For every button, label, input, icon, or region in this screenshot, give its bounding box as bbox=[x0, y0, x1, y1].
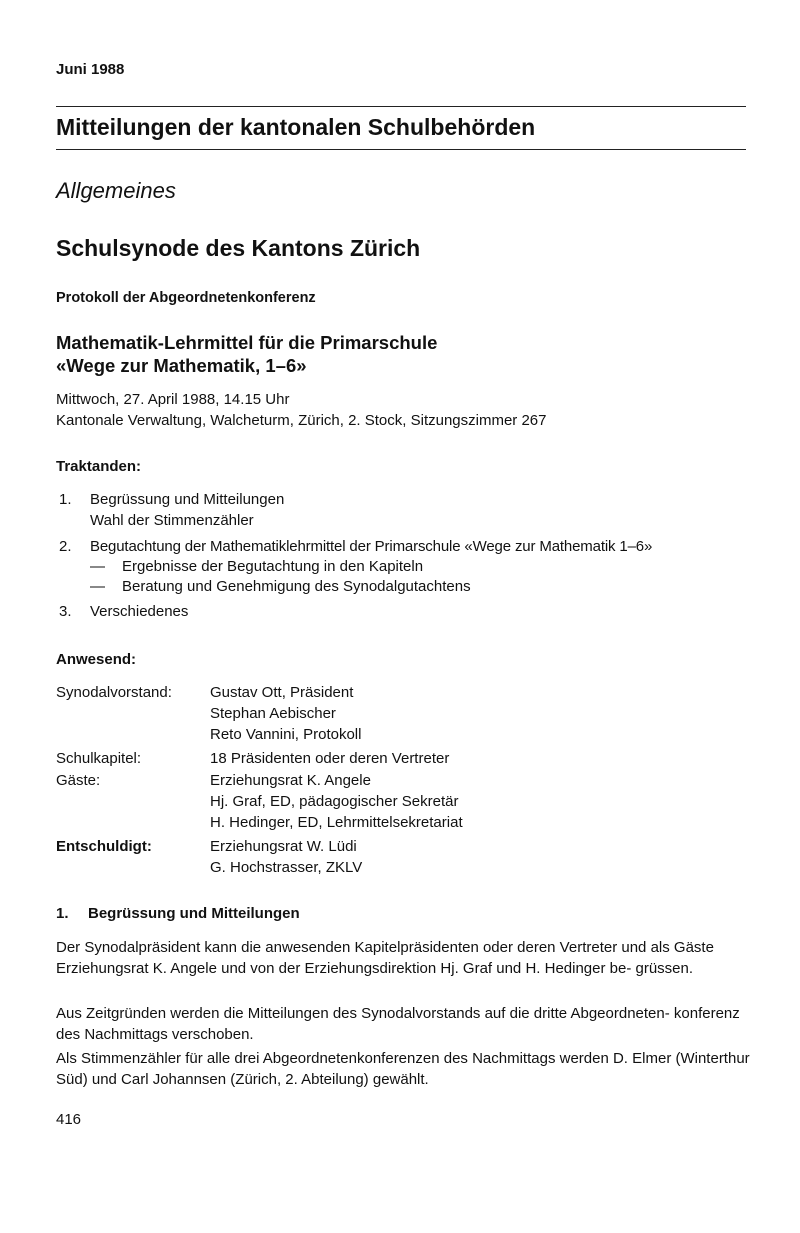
attendance-name: Reto Vannini, Protokoll bbox=[210, 726, 362, 743]
article-subtitle: Protokoll der Abgeordnetenkonferenz bbox=[56, 290, 316, 306]
attendance-name: Erziehungsrat K. Angele bbox=[210, 772, 371, 789]
header-rule-top bbox=[56, 106, 746, 107]
meeting-time: Mittwoch, 27. April 1988, 14.15 Uhr bbox=[56, 391, 290, 408]
attendance-name: Gustav Ott, Präsident bbox=[210, 684, 354, 701]
agenda-item-number: 2. bbox=[59, 538, 72, 555]
attendance-name: Stephan Aebischer bbox=[210, 705, 336, 722]
agenda-subitem-dash: — bbox=[90, 558, 105, 575]
agenda-subitem-text: Beratung und Genehmigung des Synodalgutachtens bbox=[122, 578, 471, 595]
attendance-label: Schulkapitel: bbox=[56, 750, 142, 767]
attendance-heading: Anwesend: bbox=[56, 651, 137, 668]
topic-line-1: Mathematik-Lehrmittel für die Primarschule bbox=[56, 332, 438, 353]
agenda-item-number: 3. bbox=[59, 603, 72, 620]
meeting-place: Kantonale Verwaltung, Walcheturm, Zürich, 2. Stock, Sitzungszimmer 267 bbox=[56, 412, 547, 429]
issue-date: Juni 1988 bbox=[56, 61, 125, 78]
section-heading: Begrüssung und Mitteilungen bbox=[88, 905, 300, 922]
attendance-name: G. Hochstrasser, ZKLV bbox=[210, 859, 363, 876]
agenda-item-text: Begrüssung und Mitteilungen bbox=[90, 491, 285, 508]
attendance-label: Gäste: bbox=[56, 772, 101, 789]
agenda-heading: Traktanden: bbox=[56, 458, 142, 475]
agenda-subitem-dash: — bbox=[90, 578, 105, 595]
agenda-item-text: Verschiedenes bbox=[90, 603, 189, 620]
agenda-item-number: 1. bbox=[59, 491, 72, 508]
agenda-subitem-text: Ergebnisse der Begutachtung in den Kapiteln bbox=[122, 558, 424, 575]
section-number: 1. bbox=[56, 905, 69, 922]
attendance-label: Entschuldigt: bbox=[56, 838, 152, 855]
attendance-label: Synodalvorstand: bbox=[56, 684, 172, 701]
paragraph: Aus Zeitgründen werden die Mitteilungen des Synodalvorstands auf die dritte Abgeordneten- konferenz des Nachmittags verschoben. bbox=[56, 1005, 740, 1043]
paragraph: Als Stimmenzähler für alle drei Abgeordnetenkonferenzen des Nachmittags werden D. Elmer (Winterthur Süd) und Carl Johannsen (Zürich, 2. Abteilung) gewählt. bbox=[56, 1050, 750, 1088]
agenda-item-text: Begutachtung der Mathematiklehrmittel der Primarschule «Wege zur Mathematik 1–6» bbox=[90, 538, 653, 555]
header-rule-bottom bbox=[56, 149, 746, 150]
topic-line-2: «Wege zur Mathematik, 1–6» bbox=[56, 355, 307, 376]
section-title: Mitteilungen der kantonalen Schulbehörden bbox=[56, 114, 536, 140]
article-title: Schulsynode des Kantons Zürich bbox=[56, 235, 421, 261]
paragraph: Der Synodalpräsident kann die anwesenden Kapitelpräsidenten oder deren Vertreter und als Gäste Erziehungsrat K. Angele und von der Erziehungsdirektion Hj. Graf und H. Hedinger be- grüssen. bbox=[56, 939, 714, 977]
page-number: 416 bbox=[56, 1111, 82, 1128]
attendance-name: 18 Präsidenten oder deren Vertreter bbox=[210, 750, 450, 767]
attendance-name: Hj. Graf, ED, pädagogischer Sekretär bbox=[210, 793, 459, 810]
agenda-item-text: Wahl der Stimmenzähler bbox=[90, 512, 254, 529]
attendance-name: Erziehungsrat W. Lüdi bbox=[210, 838, 357, 855]
attendance-name: H. Hedinger, ED, Lehrmittelsekretariat bbox=[210, 814, 463, 831]
category-heading: Allgemeines bbox=[56, 178, 176, 203]
